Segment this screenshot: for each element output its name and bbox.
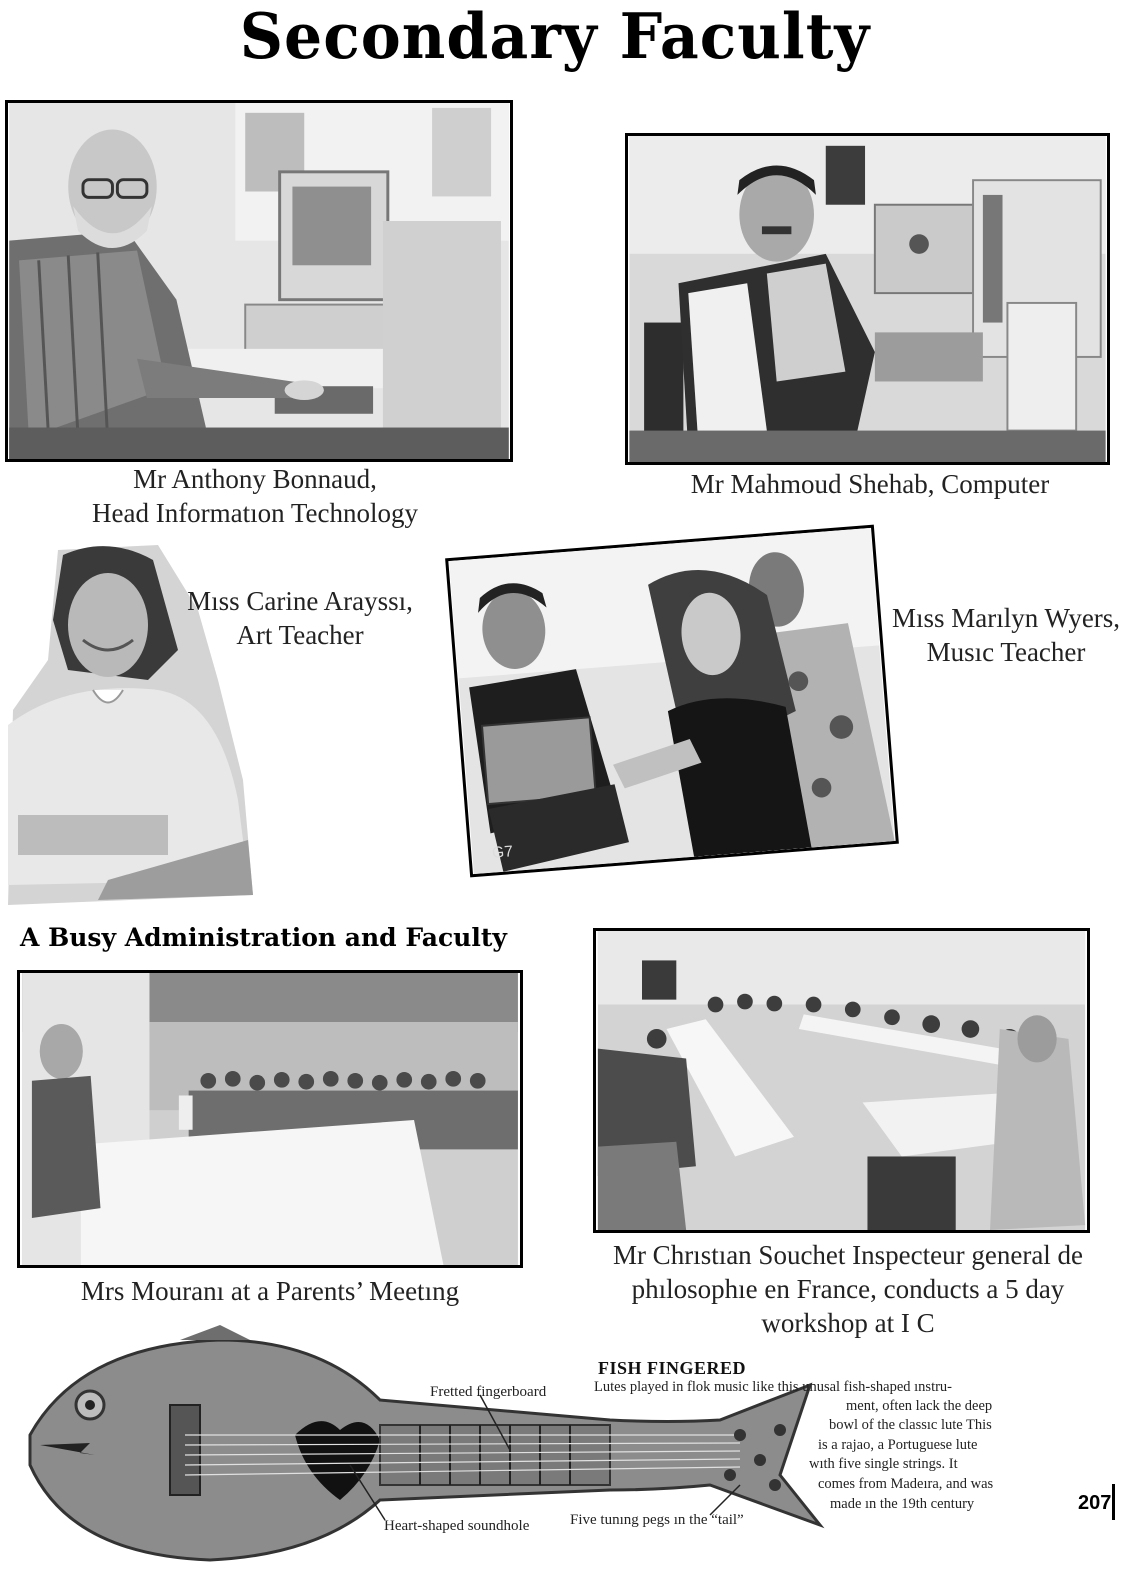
caption-line: Mıss Carine Arayssı, <box>187 586 413 616</box>
caption-line: Head Informatıon Technology <box>91 498 419 528</box>
fish-text-line: wıth five single strings. It <box>809 1456 958 1472</box>
section-heading: A Busy Administration and Faculty <box>20 923 507 952</box>
photo-computer-teacher-image <box>8 103 510 459</box>
fish-text-line: bowl of the classıc lute This <box>829 1417 992 1433</box>
caption-line: Musıc Teacher <box>926 637 1086 667</box>
photo-mrs-mourani <box>17 970 523 1268</box>
fish-text-line: is a rajao, a Portuguese lute <box>818 1437 978 1453</box>
fish-text-line: ment, often lack the deep <box>846 1398 993 1414</box>
caption-line: Mr Mahmoud Shehab, Computer <box>690 469 1050 499</box>
photo-label-g7: G7 <box>491 843 514 862</box>
photo-workshop-image <box>596 931 1087 1230</box>
caption-line: Art Teacher <box>236 620 364 650</box>
label-heart-shaped-soundhole: Heart-shaped soundhole <box>384 1518 530 1534</box>
caption-carine-arayssi <box>170 584 430 652</box>
page-title: Secondary Faculty <box>239 0 871 74</box>
fish-text-line: comes from Madeıra, and was <box>818 1476 994 1492</box>
caption-line: workshop at I C <box>761 1308 935 1338</box>
caption-marilyn-wyers <box>876 601 1136 669</box>
label-fretted-fingerboard: Fretted fingerboard <box>430 1384 547 1400</box>
photo-mahmoud-shehab <box>625 133 1110 465</box>
caption-mrs-mourani <box>30 1274 510 1308</box>
photo-christian-souchet <box>593 928 1090 1233</box>
photo-computer-lab-image <box>628 136 1107 462</box>
page-number-rule <box>1112 1484 1115 1520</box>
label-tuning-pegs: Five tunıng pegs ın the “tail” <box>570 1512 744 1528</box>
photo-parents-meeting-image <box>20 973 520 1265</box>
caption-line: Mrs Mouranı at a Parents’ Meetıng <box>80 1276 460 1306</box>
fish-feature-title: FISH FINGERED <box>598 1358 747 1378</box>
caption-line: Mr Anthony Bonnaud, <box>133 464 377 494</box>
page-number: 207 <box>1078 1492 1112 1514</box>
photo-music-teacher-image <box>448 528 895 874</box>
photo-anthony-bonnaud <box>5 100 513 462</box>
fish-text-line: made ın the 19th century <box>830 1496 975 1512</box>
caption-line: Mr Chrıstıan Souchet Inspecteur general de <box>612 1240 1084 1270</box>
fish-text-line: Lutes played in flok music like this unusal fish-shaped ınstru- <box>594 1379 953 1395</box>
caption-line: Mıss Marılyn Wyers, <box>891 603 1121 633</box>
caption-mahmoud-shehab <box>640 467 1100 501</box>
photo-marilyn-wyers <box>445 525 899 878</box>
caption-line: phılosophıe en France, conducts a 5 day <box>631 1274 1065 1304</box>
caption-anthony-bonnaud <box>30 462 480 530</box>
